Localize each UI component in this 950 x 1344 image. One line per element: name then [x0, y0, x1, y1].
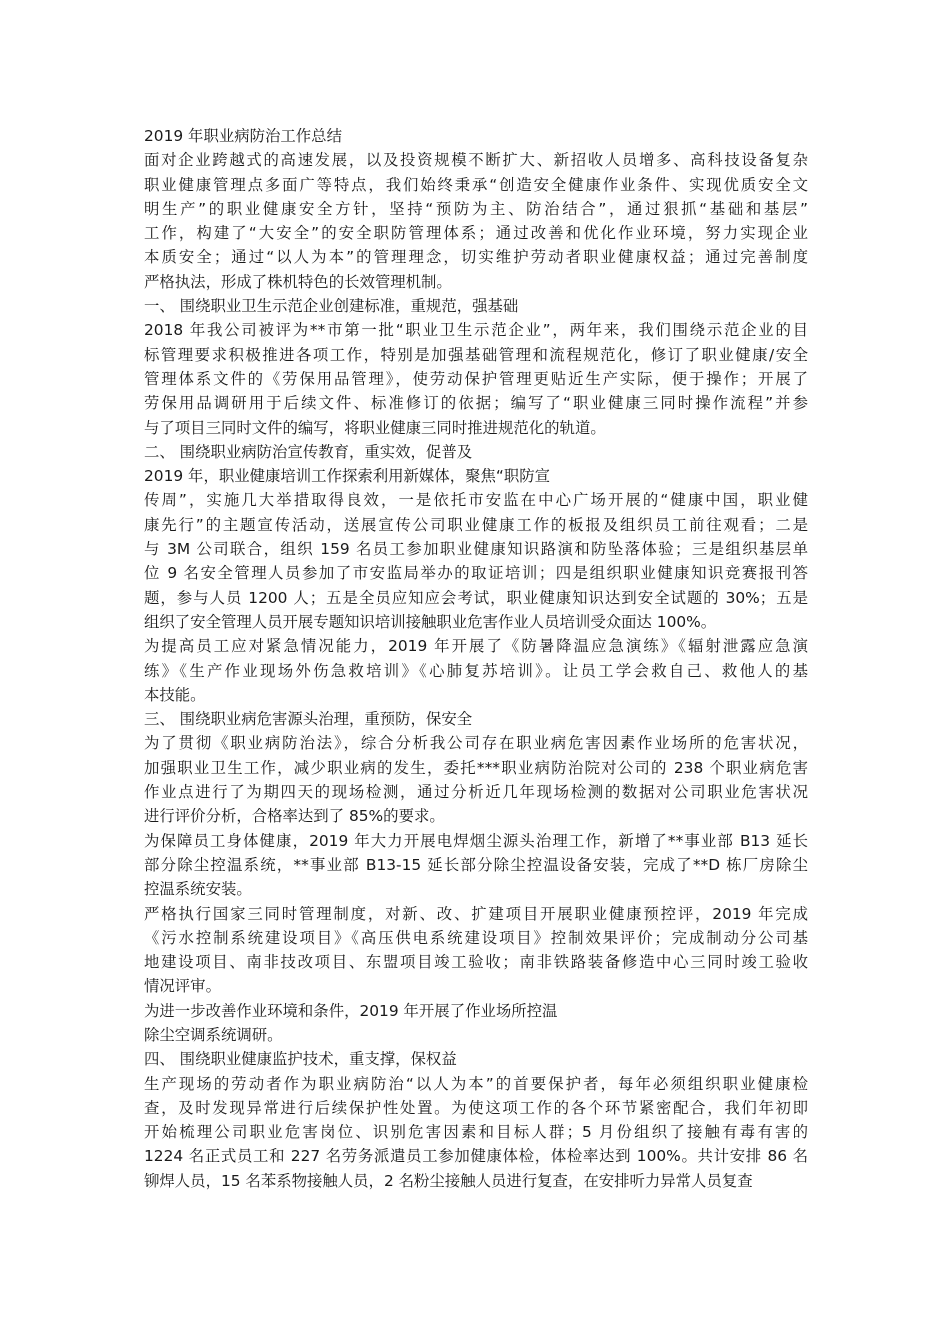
paragraph [144, 488, 808, 634]
paragraph [144, 999, 808, 1023]
paragraph [144, 707, 808, 731]
paragraph-list [144, 148, 808, 1193]
text-line: 传周”，实施几大举措取得良效，一是依托市安监在中心广场开展的“健康中国，职业健 [144, 491, 808, 510]
text-line: 劳保用品调研用于后续文件、标准修订的依据；编写了“职业健康三同时操作流程”并参 [144, 394, 808, 413]
text-line: 控温系统安装。 [144, 880, 252, 899]
paragraph [144, 464, 808, 488]
paragraph [144, 440, 808, 464]
text-line: 一、 围绕职业卫生示范企业创建标准，重规范，强基础 [144, 297, 519, 316]
paragraph [144, 829, 808, 902]
text-line: 开始梳理公司职业危害岗位、识别危害因素和目标人群；5 月份组织了接触有毒有害的 [144, 1123, 808, 1142]
text-line: 与 3M 公司联合，组织 159 名员工参加职业健康知识路演和防坠落体验；三是组织基层单 [144, 540, 808, 559]
text-line: 部分除尘控温系统，**事业部 B13-15 延长部分除尘控温设备安装，完成了**D 栋厂房除尘 [144, 855, 808, 874]
text-line: 本技能。 [144, 685, 206, 704]
text-line: 查，及时发现异常进行后续保护性处置。为使这项工作的各个环节紧密配合，我们年初即 [144, 1098, 808, 1117]
text-line: 生产现场的劳动者作为职业病防治“以人为本”的首要保护者，每年必须组织职业健康检 [144, 1074, 808, 1093]
paragraph [144, 1072, 808, 1193]
text-line: 三、 围绕职业病危害源头治理，重预防，保安全 [144, 710, 473, 729]
text-line: 严格执行国家三同时管理制度，对新、改、扩建项目开展职业健康预控评，2019 年完成 [144, 904, 808, 923]
text-line: 明生产”的职业健康安全方针，坚持“预防为主、防治结合”，通过狠抓“基础和基层” [144, 199, 808, 218]
text-line: 题，参与人员 1200 人；五是全员应知应会考试，职业健康知识达到安全试题的 30%；五是 [144, 588, 808, 607]
paragraph [144, 902, 808, 999]
text-line: 情况评审。 [144, 977, 221, 996]
text-line: 四、 围绕职业健康监护技术，重支撑，保权益 [144, 1050, 457, 1069]
text-line: 《污水控制系统建设项目》《高压供电系统建设项目》控制效果评价；完成制动分公司基 [144, 928, 808, 947]
text-line: 管理体系文件的《劳保用品管理》，使劳动保护管理更贴近生产实际，便于操作；开展了 [144, 369, 808, 388]
text-line: 本质安全；通过“以人为本”的管理理念，切实维护劳动者职业健康权益；通过完善制度 [144, 248, 808, 267]
paragraph [144, 318, 808, 439]
text-line: 标管理要求积极推进各项工作，特别是加强基础管理和流程规范化，修订了职业健康/安全 [144, 345, 808, 364]
text-line: 进行评价分析，合格率达到了 85%的要求。 [144, 807, 445, 826]
text-line: 1224 名正式员工和 227 名劳务派遣员工参加健康体检，体检率达到 100%。共计安排 86 名 [144, 1147, 808, 1166]
text-line: 加强职业卫生工作，减少职业病的发生，委托***职业病防治院对公司的 238 个职业病危害 [144, 758, 808, 777]
text-line: 与了项目三同时文件的编写，将职业健康三同时推进规范化的轨道。 [144, 418, 606, 437]
text-line: 工作，构建了“大安全”的安全职防管理体系；通过改善和优化作业环境，努力实现企业 [144, 224, 808, 243]
text-line: 严格执法，形成了株机特色的长效管理机制。 [144, 272, 452, 291]
text-line: 地建设项目、南非技改项目、东盟项目竣工验收；南非铁路装备修造中心三同时竣工验收 [144, 953, 808, 972]
text-line: 为进一步改善作业环境和条件，2019 年开展了作业场所控温 [144, 1001, 558, 1020]
document-body [144, 124, 808, 1193]
text-line: 作业点进行了为期四天的现场检测，通过分析近几年现场检测的数据对公司职业危害状况 [144, 783, 808, 802]
text-line: 为保障员工身体健康，2019 年大力开展电焊烟尘源头治理工作，新增了**事业部 B13 延长 [144, 831, 808, 850]
text-line: 面对企业跨越式的高速发展，以及投资规模不断扩大、新招收人员增多、高科技设备复杂 [144, 151, 808, 170]
text-line: 铆焊人员，15 名苯系物接触人员，2 名粉尘接触人员进行复查，在安排听力异常人员复查 [144, 1171, 753, 1190]
text-line: 2019 年，职业健康培训工作探索利用新媒体，聚焦“职防宣 [144, 467, 551, 486]
text-line: 康先行”的主题宣传活动，送展宣传公司职业健康工作的板报及组织员工前往观看；二是 [144, 515, 808, 534]
text-line: 除尘空调系统调研。 [144, 1025, 283, 1044]
paragraph [144, 634, 808, 707]
text-line: 二、 围绕职业病防治宣传教育，重实效，促普及 [144, 442, 473, 461]
text-line: 练》《生产作业现场外伤急救培训》《心肺复苏培训》。让员工学会救自己、救他人的基 [144, 661, 808, 680]
paragraph [144, 148, 808, 294]
paragraph [144, 1023, 808, 1047]
text-line: 为提高员工应对紧急情况能力，2019 年开展了《防暑降温应急演练》《辐射泄露应急演 [144, 637, 808, 656]
text-line: 组织了安全管理人员开展专题知识培训接触职业危害作业人员培训受众面达 100%。 [144, 612, 717, 631]
paragraph [144, 731, 808, 828]
text-line: 位 9 名安全管理人员参加了市安监局举办的取证培训；四是组织职业健康知识竞赛报刊答 [144, 564, 808, 583]
text-line: 为了贯彻《职业病防治法》，综合分析我公司存在职业病危害因素作业场所的危害状况， [144, 734, 808, 753]
text-line: 2018 年我公司被评为**市第一批“职业卫生示范企业”，两年来，我们围绕示范企业的目 [144, 321, 808, 340]
paragraph [144, 294, 808, 318]
text-line: 职业健康管理点多面广等特点，我们始终秉承“创造安全健康作业条件、实现优质安全文 [144, 175, 808, 194]
paragraph [144, 1047, 808, 1071]
document-title: 2019 年职业病防治工作总结 [144, 127, 342, 145]
